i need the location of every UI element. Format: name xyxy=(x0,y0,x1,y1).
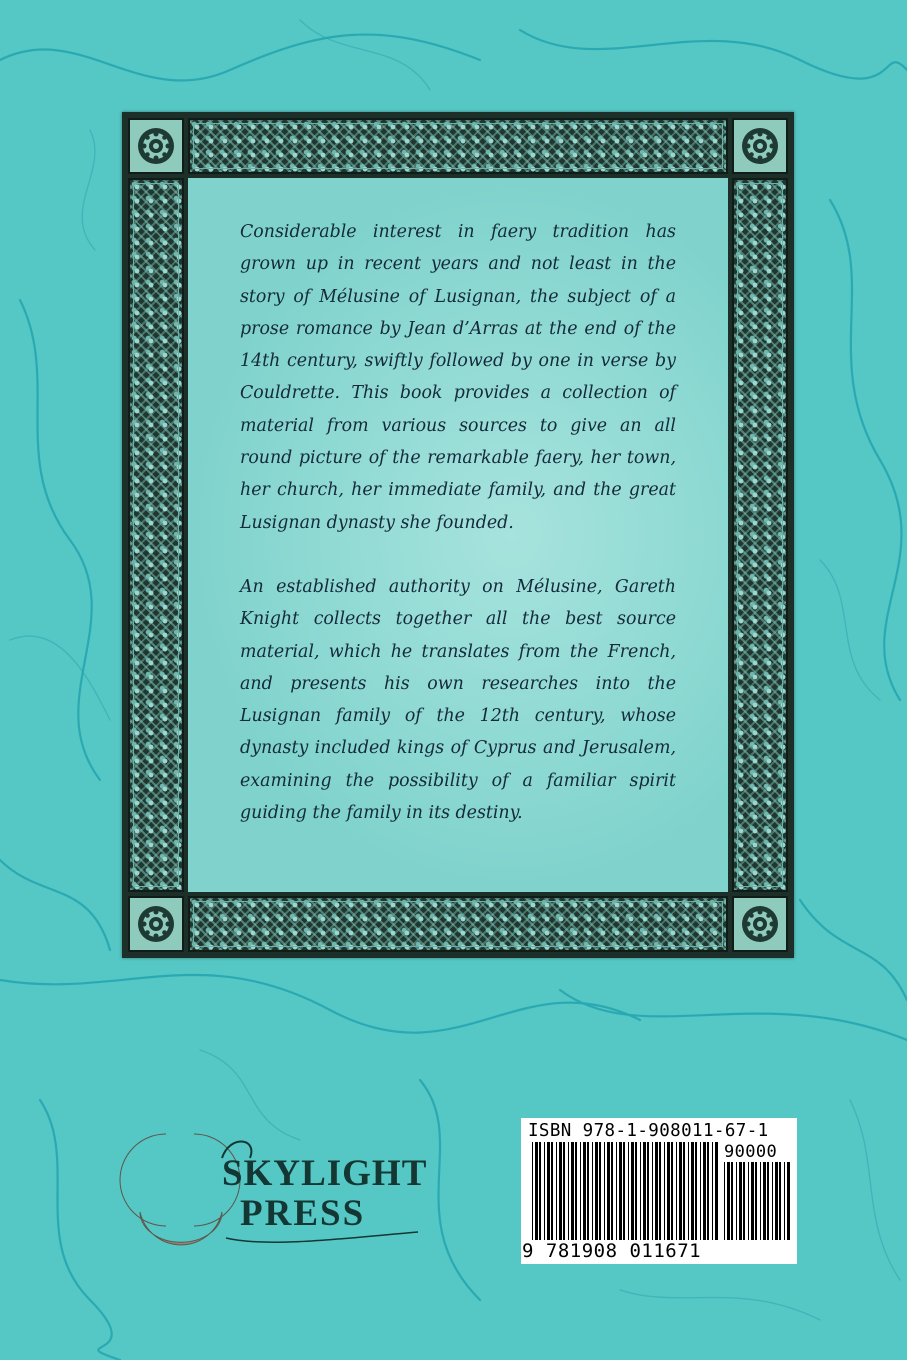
rosette-corner-icon xyxy=(128,896,184,952)
barcode-bar xyxy=(535,1142,538,1240)
barcode-bar xyxy=(767,1162,769,1240)
barcode-bar xyxy=(736,1162,737,1240)
barcode-bar xyxy=(659,1142,661,1240)
barcode-bar xyxy=(559,1142,562,1240)
barcode-bar xyxy=(563,1142,565,1240)
price-addon-barcode xyxy=(724,1162,792,1242)
barcode-bar xyxy=(607,1142,610,1240)
barcode-bar xyxy=(544,1142,545,1240)
barcode-bar xyxy=(712,1142,713,1240)
ornamental-frame xyxy=(122,112,794,958)
barcode-bar xyxy=(787,1162,790,1240)
barcode-bar xyxy=(643,1142,646,1240)
barcode-bar xyxy=(679,1142,682,1240)
barcode-bar xyxy=(631,1142,634,1240)
barcode-bar xyxy=(751,1162,754,1240)
price-code: 90000 xyxy=(724,1142,778,1162)
rosette-corner-icon xyxy=(732,118,788,174)
barcode-bar xyxy=(628,1142,629,1240)
barcode-bar xyxy=(532,1142,533,1240)
barcode-bar xyxy=(575,1142,577,1240)
blurb-paragraph: Considerable interest in faery tradition has grown up in recent years and not least in the story of Mélusine of Lusignan, the subject of a prose romance by Jean d’Arras at the end of the 14th century, swiftly followed by one in verse by Couldrette. This book provides a collection of material from various sources to give an all round picture of the remarkable faery, her town, her church, her immediate family, and the great Lusignan dynasty she founded. xyxy=(240,222,676,533)
blurb-panel xyxy=(188,178,728,892)
barcode-bar xyxy=(760,1162,761,1240)
barcode-bar xyxy=(640,1142,641,1240)
barcode-bar xyxy=(547,1142,550,1240)
rosette-corner-icon xyxy=(732,896,788,952)
barcode-bar xyxy=(580,1142,581,1240)
barcode-bar xyxy=(784,1162,785,1240)
barcode-bar xyxy=(724,1162,725,1240)
barcode-bar xyxy=(707,1142,709,1240)
barcode-bar xyxy=(611,1142,613,1240)
barcode-bar xyxy=(715,1142,718,1240)
barcode-bar xyxy=(695,1142,697,1240)
barcode-bar xyxy=(667,1142,670,1240)
barcode-bar xyxy=(779,1162,781,1240)
ean-digits: 9 781908 011671 xyxy=(522,1240,702,1262)
rosette-corner-icon xyxy=(128,118,184,174)
barcode-bar xyxy=(739,1162,742,1240)
barcode-bar xyxy=(623,1142,625,1240)
barcode-bar xyxy=(755,1162,757,1240)
barcode-bar xyxy=(748,1162,749,1240)
frame-border-bottom xyxy=(188,896,728,952)
barcode-bar xyxy=(635,1142,637,1240)
barcode-bar xyxy=(688,1142,689,1240)
frame-border-left xyxy=(128,178,184,892)
barcode-bar xyxy=(556,1142,557,1240)
barcode-bar xyxy=(731,1162,733,1240)
barcode-bar xyxy=(619,1142,622,1240)
publisher-name-line-2: PRESS xyxy=(240,1193,366,1234)
frame-border-right xyxy=(732,178,788,892)
barcode-bar xyxy=(616,1142,617,1240)
barcode-bar xyxy=(599,1142,601,1240)
frame-border-top xyxy=(188,118,728,174)
barcode-bar xyxy=(700,1142,701,1240)
barcode-bar xyxy=(671,1142,673,1240)
barcode-bar xyxy=(571,1142,574,1240)
barcode-bar xyxy=(539,1142,541,1240)
barcode-bar xyxy=(647,1142,649,1240)
barcode-bar xyxy=(664,1142,665,1240)
barcode-bar xyxy=(743,1162,745,1240)
barcode-bar xyxy=(683,1142,685,1240)
barcode-bar xyxy=(703,1142,706,1240)
barcode-bar xyxy=(568,1142,569,1240)
barcode-bar xyxy=(583,1142,586,1240)
barcode-bar xyxy=(676,1142,677,1240)
barcode-bar xyxy=(727,1162,730,1240)
blurb-paragraph: An established authority on Mélusine, Gareth Knight collects together all the best source material, which he translates from the French, and presents his own researches into the Lusignan family of the 12th century, whose dynasty included kings of Cyprus and Jerusalem, examining the possibility of a familiar spirit guiding the family in its destiny. xyxy=(240,576,676,824)
isbn-text: ISBN 978-1-908011-67-1 xyxy=(528,1121,769,1141)
barcode-bar xyxy=(604,1142,605,1240)
barcode-bar xyxy=(587,1142,589,1240)
publisher-name-line-1: SKYLIGHT xyxy=(222,1153,428,1194)
barcode-bar xyxy=(763,1162,766,1240)
barcode-bar xyxy=(772,1162,773,1240)
ean-barcode xyxy=(532,1142,720,1242)
barcode-bar xyxy=(595,1142,598,1240)
barcode-bar xyxy=(592,1142,593,1240)
barcode-bar xyxy=(655,1142,658,1240)
barcode-bar xyxy=(652,1142,653,1240)
barcode-bar xyxy=(691,1142,694,1240)
barcode-bar xyxy=(551,1142,553,1240)
barcode-bar xyxy=(775,1162,778,1240)
